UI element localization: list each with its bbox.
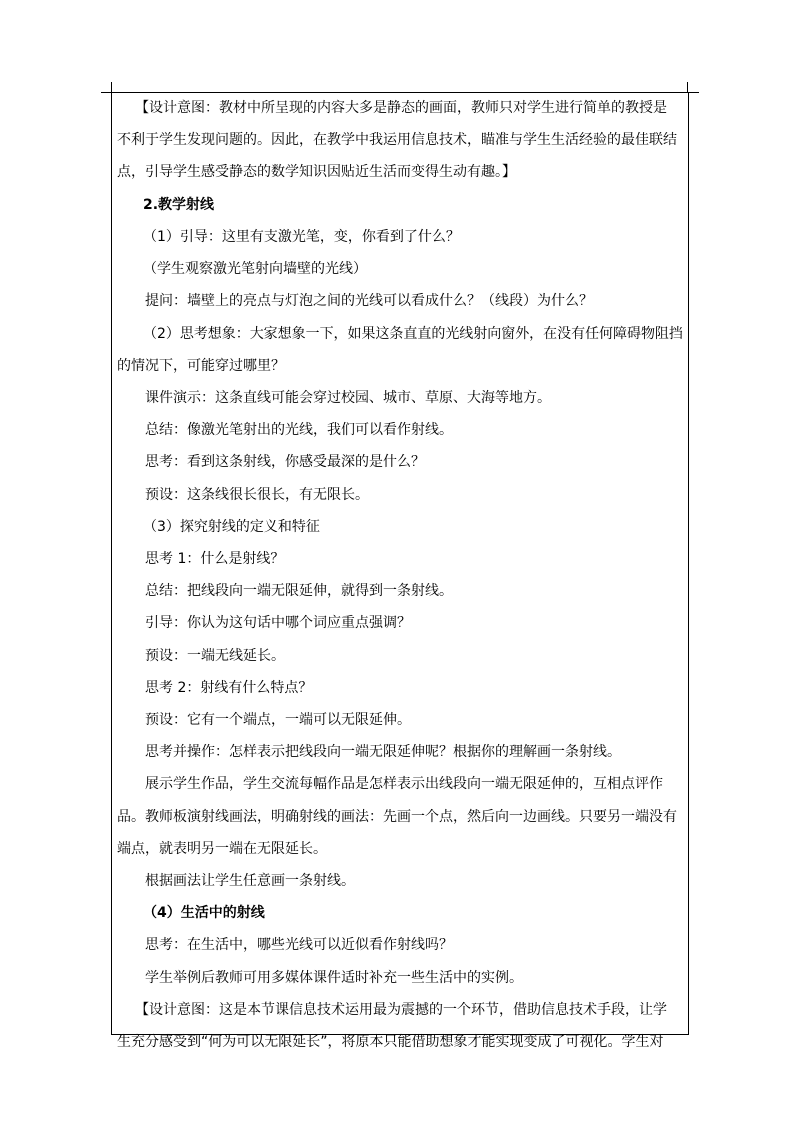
preset-infinite: 预设：这条线很长很长，有无限长。 <box>145 487 369 503</box>
design-intent-paragraph-2: 【设计意图：这是本节课信息技术运用最为震撼的一个环节，借助信息技术手段，让学 <box>135 1002 667 1018</box>
think-1: 思考 1：什么是射线？ <box>145 551 285 567</box>
corner-mark-right <box>687 82 688 92</box>
preset-one-end: 预设：一端无线延长。 <box>145 648 285 664</box>
step-2-imagine-line-2: 的情况下，可能穿过哪里？ <box>117 358 285 374</box>
design-intent-paragraph-1: 【设计意图：教材中所呈现的内容大多是静态的画面，教师只对学生进行简单的教授是 <box>135 100 667 116</box>
section-heading-ray: 2.教学射线 <box>143 197 215 213</box>
draw-any-ray: 根据画法让学生任意画一条射线。 <box>145 873 355 889</box>
preset-endpoint: 预设：它有一个端点，一端可以无限延伸。 <box>145 712 411 728</box>
step-3-definition: （3）探究射线的定义和特征 <box>143 519 320 535</box>
summary-definition: 总结：把线段向一端无限延伸，就得到一条射线。 <box>145 583 453 599</box>
question-line-segment: 提问：墙壁上的亮点与灯泡之间的光线可以看成什么？（线段）为什么？ <box>145 293 593 309</box>
show-student-work-line-3: 端点，就表明另一端在无限延长。 <box>117 841 327 857</box>
summary-laser-ray: 总结：像激光笔射出的光线，我们可以看作射线。 <box>145 422 453 438</box>
step-1-guide: （1）引导：这里有支激光笔，变，你看到了什么？ <box>143 229 460 245</box>
design-intent-paragraph-1-line-2: 不利于学生发现问题的。因此，在教学中我运用信息技术，瞄准与学生生活经验的最佳联结 <box>117 132 677 148</box>
step-4-life-rays: （4）生活中的射线 <box>143 905 265 921</box>
design-intent-paragraph-1-line-3: 点，引导学生感受静态的数学知识因贴近生活而变得生动有趣。】 <box>117 164 516 180</box>
think-deepest-feeling: 思考：看到这条射线，你感受最深的是什么？ <box>145 454 425 470</box>
think-life-rays: 思考：在生活中，哪些光线可以近似看作射线吗？ <box>145 937 453 953</box>
show-student-work: 展示学生作品，学生交流每幅作品是怎样表示出线段向一端无限延伸的，互相点评作 <box>145 776 663 792</box>
step-2-imagine: （2）思考想象：大家想象一下，如果这条直直的光线射向窗外，在没有任何障碍物阻挡 <box>143 326 683 342</box>
step-1-observation: （学生观察激光笔射向墙壁的光线） <box>143 261 367 277</box>
students-examples: 学生举例后教师可用多媒体课件适时补充一些生活中的实例。 <box>145 970 523 986</box>
guide-keyword: 引导：你认为这句话中哪个词应重点强调？ <box>145 615 411 631</box>
corner-mark-left <box>111 82 112 92</box>
show-student-work-line-2: 品。教师板演射线画法，明确射线的画法：先画一个点，然后向一边画线。只要另一端没有 <box>117 809 677 825</box>
think-and-operate: 思考并操作：怎样表示把线段向一端无限延伸呢？根据你的理解画一条射线。 <box>145 744 621 760</box>
courseware-demo: 课件演示：这条直线可能会穿过校园、城市、草原、大海等地方。 <box>145 390 551 406</box>
design-intent-paragraph-2-line-2: 生充分感受到“何为可以无限延长”，将原本只能借助想象才能实现变成了可视化。学生对 <box>117 1034 664 1050</box>
think-2: 思考 2：射线有什么特点？ <box>145 680 313 696</box>
